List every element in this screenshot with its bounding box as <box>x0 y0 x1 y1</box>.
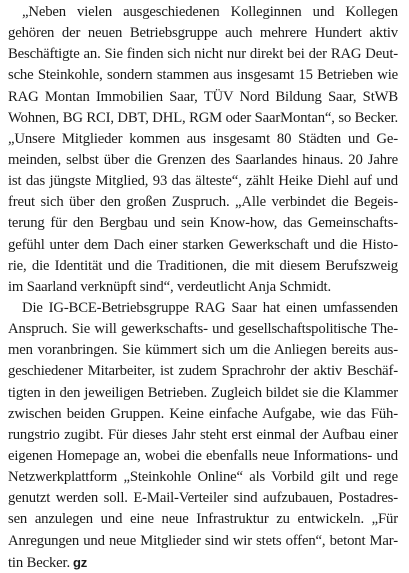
line-text: men voranbringen. Sie kümmert sich um die Anliegen bereits aus- <box>8 342 398 359</box>
line-text: tigten in den jeweiligen Betrieben. Zugleich bildet sie die Klammer <box>8 384 398 401</box>
text-line <box>8 383 398 404</box>
line-text: Anregungen und neue Mitglieder sind wir stets offen“, betont Mar- <box>8 532 398 549</box>
text-line <box>8 467 398 488</box>
text-line <box>8 361 398 382</box>
line-text: gefühl unter dem Dach einer starken Gewerkschaft und die Histo- <box>8 236 398 253</box>
line-text: Netzwerkplattform „Steinkohle Online“ als Vorbild gilt und rege <box>8 469 398 486</box>
text-line <box>8 150 398 171</box>
text-line <box>8 44 398 65</box>
line-text: genutzt werden soll. E-Mail-Verteiler sind aufzubauen, Postadres- <box>8 490 398 507</box>
article-body <box>8 2 398 573</box>
line-text: „Unsere Mitglieder kommen aus insgesamt 80 Städten und Ge- <box>8 130 398 147</box>
text-line <box>8 2 398 23</box>
text-line <box>8 108 398 129</box>
line-text: sen anzulegen und eine neue Infrastruktur zu entwickeln. „Für <box>8 511 398 528</box>
text-line <box>8 171 398 192</box>
line-text: ist das jüngste Mitglied, 93 das älteste“, zählt Heike Diehl auf und <box>8 173 398 190</box>
text-line <box>8 552 398 573</box>
text-line <box>8 277 398 298</box>
text-line <box>8 404 398 425</box>
line-text: Anspruch. Sie will gewerkschafts- und gesellschaftspolitische The- <box>8 321 398 338</box>
text-line <box>8 319 398 340</box>
text-line <box>8 192 398 213</box>
line-text: gehören der neuen Betriebsgruppe auch mehrere Hundert aktiv <box>8 25 398 42</box>
line-text: Die IG-BCE-Betriebsgruppe RAG Saar hat einen umfassenden <box>22 299 398 316</box>
text-line <box>8 65 398 86</box>
line-text: rie, die Identität und die Traditionen, die mit diesem Berufszweig <box>8 257 398 274</box>
line-text: geschiedener Mitarbeiter, ist zudem Sprachrohr der aktiv Beschäf- <box>8 363 398 380</box>
text-line <box>8 298 398 319</box>
text-line <box>8 509 398 530</box>
text-line <box>8 87 398 108</box>
text-line <box>8 531 398 552</box>
paragraph <box>8 2 398 298</box>
line-text: Beschäftigte an. Sie finden sich nicht nur direkt bei der RAG Deut- <box>8 46 398 63</box>
text-line <box>8 23 398 44</box>
paragraph <box>8 298 398 573</box>
text-line <box>8 213 398 234</box>
line-text: rungstrio zugibt. Für dieses Jahr steht erst einmal der Aufbau einer <box>8 426 398 443</box>
line-text: sche Steinkohle, sondern stammen aus insgesamt 15 Betrieben wie <box>8 67 398 84</box>
line-text: „Neben vielen ausgeschiedenen Kolleginnen und Kollegen <box>22 4 398 20</box>
text-line <box>8 425 398 446</box>
line-text: RAG Montan Immobilien Saar, TÜV Nord Bildung Saar, StWB <box>8 88 398 105</box>
text-line <box>8 340 398 361</box>
text-line <box>8 256 398 277</box>
line-text: freut sich über den großen Zuspruch. „Alle verbindet die Begeis- <box>8 194 398 211</box>
line-text: meinden, selbst über die Grenzen des Saarlandes hinaus. 20 Jahre <box>8 151 398 168</box>
line-text: tin Becker. <box>8 554 70 571</box>
line-text: zwischen beiden Gruppen. Keine einfache Aufgabe, wie das Füh- <box>8 405 398 422</box>
text-line <box>8 446 398 467</box>
line-text: im Saarland verknüpft sind“, verdeutlicht Anja Schmidt. <box>8 278 331 295</box>
author-initials: gz <box>72 554 88 570</box>
line-text: terung für den Bergbau und sein Know-how, das Gemeinschafts- <box>8 215 398 232</box>
text-line <box>8 235 398 256</box>
text-line <box>8 129 398 150</box>
line-text: Wohnen, BG RCI, DBT, DHL, RGM oder SaarMontan“, so Becker. <box>8 109 398 126</box>
text-line <box>8 488 398 509</box>
line-text: eigenen Homepage an, wobei die ebenfalls neue Informations- und <box>8 447 398 464</box>
